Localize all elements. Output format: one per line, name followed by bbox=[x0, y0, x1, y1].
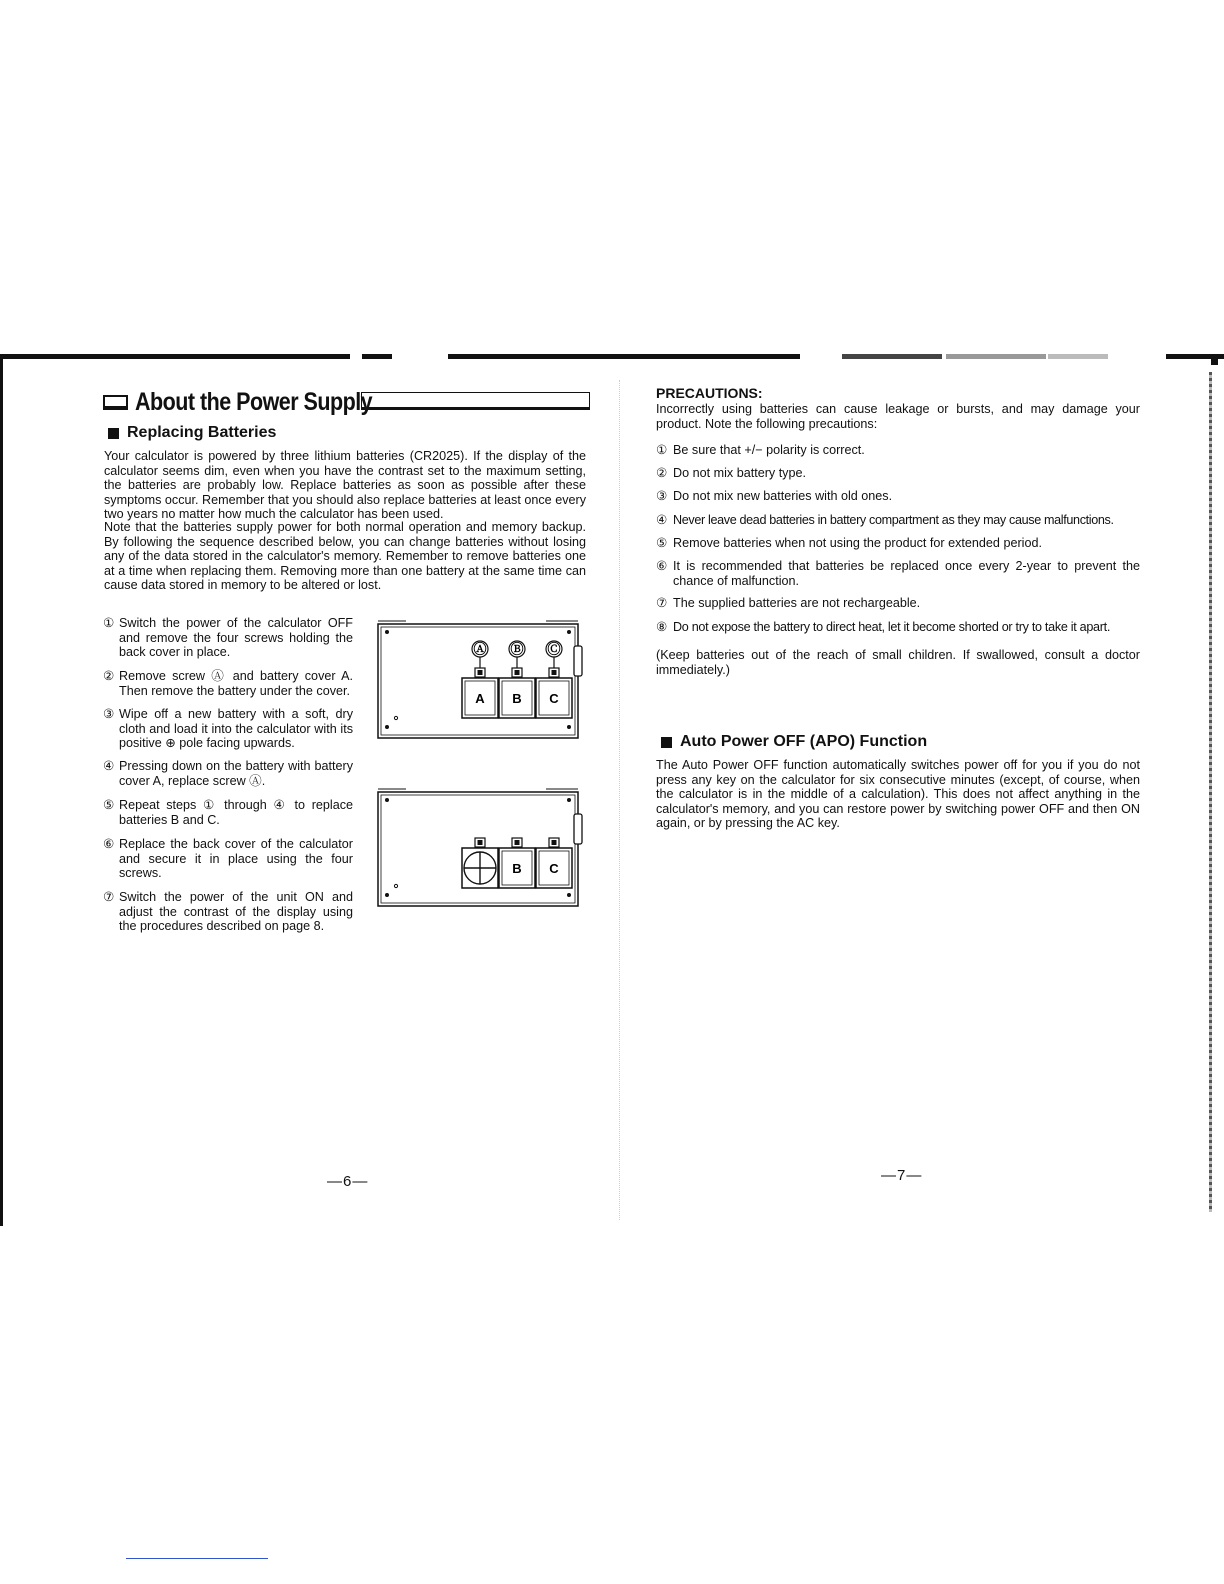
step-text: Remove screw Ⓐ and battery cover A. Then remove the battery under the cover. bbox=[119, 669, 353, 698]
precaution-6 bbox=[656, 559, 1140, 588]
precaution-text: Do not mix new batteries with old ones. bbox=[673, 489, 893, 503]
apo-heading bbox=[661, 733, 927, 751]
precaution-number: ④ bbox=[656, 513, 667, 527]
cover-label-b: B bbox=[512, 861, 522, 876]
battery-cover-c bbox=[536, 678, 572, 718]
screw-b bbox=[509, 641, 525, 677]
precaution-7 bbox=[656, 596, 1140, 611]
precaution-number: ③ bbox=[656, 489, 668, 503]
step-number: ② bbox=[103, 669, 115, 683]
scan-edge-right bbox=[1209, 372, 1212, 1212]
note-paragraph: Note that the batteries supply power for both normal operation and memory backup. By following the sequence described below, you can change batteries without losing any of the data stored in the calculator's memory. Remember to remove batteries one at a time when replacing them. Removing more than one battery at the same time can cause data stored in memory to be altered or lost. bbox=[104, 520, 586, 593]
step-text: Wipe off a new battery with a soft, dry cloth and load it into the calculator with its positive ⊕ pole facing upwards. bbox=[119, 707, 353, 751]
side-tab bbox=[574, 814, 582, 844]
battery-cover-c bbox=[536, 848, 572, 888]
precautions-intro: Incorrectly using batteries can cause leakage or bursts, and may damage your product. Note the following precautions: bbox=[656, 402, 1140, 431]
battery-diagram-bottom bbox=[376, 786, 588, 910]
precaution-number: ⑧ bbox=[656, 620, 667, 634]
step-5 bbox=[103, 798, 353, 827]
step-number: ⑦ bbox=[103, 890, 115, 904]
side-tab bbox=[574, 646, 582, 676]
precaution-2 bbox=[656, 466, 1140, 481]
step-text: Switch the power of the calculator OFF and remove the four screws holding the back cover in place. bbox=[119, 616, 353, 660]
title-rule bbox=[361, 392, 590, 410]
precaution-number: ⑦ bbox=[656, 596, 668, 610]
step-text: Repeat steps ① through ④ to replace batteries B and C. bbox=[119, 798, 353, 827]
page-gutter bbox=[619, 380, 620, 1220]
step-number: ① bbox=[103, 616, 115, 630]
cover-label-b: B bbox=[512, 691, 522, 706]
precaution-text: Do not mix battery type. bbox=[673, 466, 806, 480]
scan-edge-corner bbox=[1211, 356, 1218, 365]
step-3 bbox=[103, 707, 353, 751]
screw-label-c: Ⓒ bbox=[547, 641, 561, 657]
section-title bbox=[103, 386, 590, 418]
precaution-3 bbox=[656, 489, 1140, 504]
title-box-icon bbox=[103, 395, 128, 410]
screw-hole-icon bbox=[385, 893, 389, 897]
scan-artifact-line bbox=[126, 1558, 268, 1559]
precaution-text: Do not expose the battery to direct heat, let it become shorted or try to take it apart. bbox=[673, 620, 1111, 634]
section-title-text: About the Power Supply bbox=[135, 387, 373, 416]
precaution-text: Be sure that +/− polarity is correct. bbox=[673, 443, 865, 457]
intro-paragraph: Your calculator is powered by three lithium batteries (CR2025). If the display of the calculator seems dim, even when you have the contrast set to the maximum setting, the batteries are probably low. Replace batteries as soon as possible after these symptoms occur. Remember that you should also replace batteries at least once every two years no matter how much the calculator has been used. bbox=[104, 449, 586, 522]
precaution-1 bbox=[656, 443, 1140, 458]
precaution-number: ⑤ bbox=[656, 536, 668, 550]
screw-a bbox=[472, 641, 488, 677]
step-1 bbox=[103, 616, 353, 660]
screw-hole-icon bbox=[567, 893, 571, 897]
precautions-heading: PRECAUTIONS: bbox=[656, 385, 763, 401]
square-bullet-icon bbox=[108, 428, 119, 439]
screw-label-b: Ⓑ bbox=[510, 641, 524, 657]
scan-edge-top bbox=[0, 351, 1224, 361]
scan-edge-left bbox=[0, 356, 3, 1226]
step-number: ④ bbox=[103, 759, 115, 773]
precaution-number: ⑥ bbox=[656, 559, 668, 573]
screw-hole-icon bbox=[385, 798, 389, 802]
precaution-number: ② bbox=[656, 466, 668, 480]
replacing-batteries-heading bbox=[108, 424, 276, 442]
screw-hole-icon bbox=[385, 630, 389, 634]
battery-cover-b bbox=[499, 848, 535, 888]
precaution-text: It is recommended that batteries be replaced once every 2-year to prevent the chance of malfunction. bbox=[673, 559, 1140, 588]
battery-positive-icon bbox=[462, 848, 498, 888]
precaution-text: The supplied batteries are not rechargeable. bbox=[673, 596, 921, 610]
step-4 bbox=[103, 759, 353, 788]
step-number: ③ bbox=[103, 707, 115, 721]
step-7 bbox=[103, 890, 353, 934]
precaution-text: Remove batteries when not using the product for extended period. bbox=[673, 536, 1042, 550]
step-text: Pressing down on the battery with battery cover A, replace screw Ⓐ. bbox=[119, 759, 353, 788]
battery-cover-b bbox=[499, 678, 535, 718]
replacing-batteries-heading-text: Replacing Batteries bbox=[127, 424, 277, 441]
screw-c bbox=[546, 641, 562, 677]
screw-hole-icon bbox=[567, 798, 571, 802]
page-number-left: —6— bbox=[327, 1173, 369, 1190]
step-6 bbox=[103, 837, 353, 881]
step-number: ⑥ bbox=[103, 837, 115, 851]
precaution-text: Never leave dead batteries in battery compartment as they may cause malfunctions. bbox=[673, 513, 1114, 527]
precaution-5 bbox=[656, 536, 1140, 551]
apo-heading-text: Auto Power OFF (APO) Function bbox=[680, 733, 928, 750]
square-bullet-icon bbox=[661, 737, 672, 748]
screw-hole-icon bbox=[385, 725, 389, 729]
cover-label-c: C bbox=[549, 691, 559, 706]
precaution-8 bbox=[656, 620, 1140, 635]
cover-label-a: A bbox=[475, 691, 485, 706]
step-text: Switch the power of the unit ON and adjust the contrast of the display using the procedures described on page 8. bbox=[119, 890, 353, 934]
step-2 bbox=[103, 669, 353, 698]
battery-cover-a bbox=[462, 678, 498, 718]
cover-label-c: C bbox=[549, 861, 559, 876]
apo-paragraph: The Auto Power OFF function automatically switches power off for you if you do not press any key on the calculator for six consecutive minutes (except, of course, when the calculator is in the middle of a calculation). This does not affect anything in the calculator's memory, and you can restore power by switching power OFF and then ON again, or by pressing the AC key. bbox=[656, 758, 1140, 831]
step-number: ⑤ bbox=[103, 798, 115, 812]
precaution-number: ① bbox=[656, 443, 668, 457]
battery-diagram-top bbox=[376, 618, 588, 742]
screw-hole-icon bbox=[567, 630, 571, 634]
step-text: Replace the back cover of the calculator and secure it in place using the four screws. bbox=[119, 837, 353, 881]
children-note: (Keep batteries out of the reach of small children. If swallowed, consult a doctor immediately.) bbox=[656, 648, 1140, 677]
screw-label-a: Ⓐ bbox=[473, 641, 487, 657]
screw-hole-icon bbox=[567, 725, 571, 729]
page-number-right: —7— bbox=[881, 1167, 923, 1184]
precaution-4 bbox=[656, 513, 1140, 528]
